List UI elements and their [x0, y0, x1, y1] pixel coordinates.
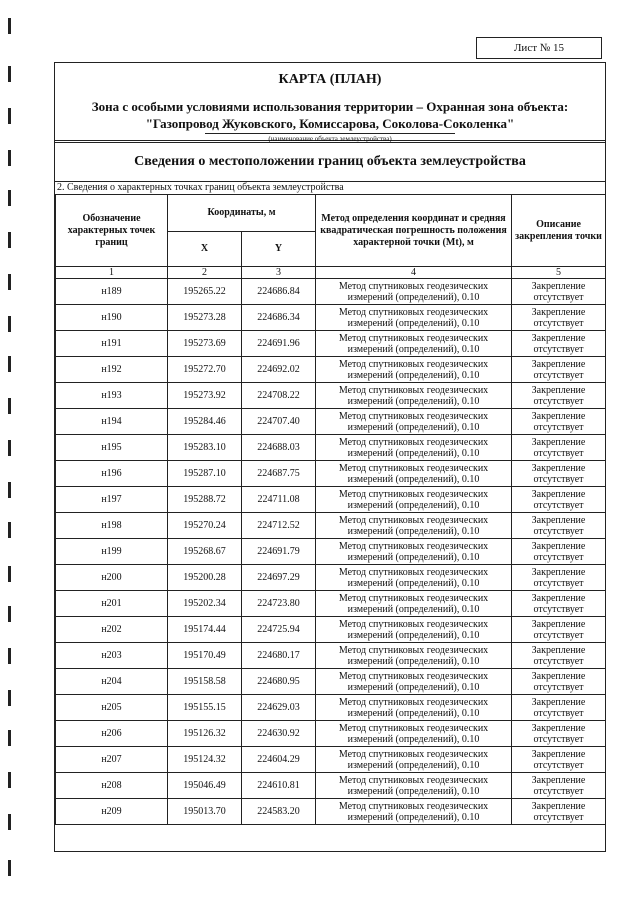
table-row — [56, 487, 606, 513]
column-number: 3 — [242, 267, 316, 279]
column-number: 2 — [168, 267, 242, 279]
cell-point: н196 — [56, 461, 168, 487]
cell-point: н199 — [56, 539, 168, 565]
cell-y: 224604.29 — [242, 747, 316, 773]
cell-method: Метод спутниковых геодезических измерений (определений), 0.10 — [316, 747, 512, 773]
cell-method: Метод спутниковых геодезических измерений (определений), 0.10 — [316, 617, 512, 643]
cell-x: 195124.32 — [168, 747, 242, 773]
points-table — [55, 194, 606, 825]
cell-point: н201 — [56, 591, 168, 617]
cell-method: Метод спутниковых геодезических измерений (определений), 0.10 — [316, 773, 512, 799]
cell-y: 224691.79 — [242, 539, 316, 565]
binding-mark — [8, 190, 11, 206]
binding-mark — [8, 860, 11, 876]
header-coords: Координаты, м — [168, 195, 316, 232]
cell-method: Метод спутниковых геодезических измерений (определений), 0.10 — [316, 539, 512, 565]
table-row — [56, 695, 606, 721]
cell-y: 224707.40 — [242, 409, 316, 435]
cell-y: 224691.96 — [242, 331, 316, 357]
cell-point: н191 — [56, 331, 168, 357]
cell-x: 195155.15 — [168, 695, 242, 721]
cell-point: н198 — [56, 513, 168, 539]
table-row — [56, 435, 606, 461]
table-row — [56, 617, 606, 643]
cell-y: 224687.75 — [242, 461, 316, 487]
cell-x: 195273.92 — [168, 383, 242, 409]
cell-fixing: Закрепление отсутствует — [512, 279, 606, 305]
document-frame — [54, 62, 606, 852]
cell-method: Метод спутниковых геодезических измерений (определений), 0.10 — [316, 513, 512, 539]
cell-x: 195202.34 — [168, 591, 242, 617]
cell-y: 224688.03 — [242, 435, 316, 461]
cell-x: 195265.22 — [168, 279, 242, 305]
table-row — [56, 279, 606, 305]
binding-mark — [8, 440, 11, 456]
table-row — [56, 669, 606, 695]
cell-fixing: Закрепление отсутствует — [512, 305, 606, 331]
cell-point: н195 — [56, 435, 168, 461]
binding-mark — [8, 482, 11, 498]
cell-fixing: Закрепление отсутствует — [512, 669, 606, 695]
cell-x: 195272.70 — [168, 357, 242, 383]
cell-x: 195268.67 — [168, 539, 242, 565]
cell-fixing: Закрепление отсутствует — [512, 409, 606, 435]
cell-y: 224708.22 — [242, 383, 316, 409]
cell-point: н205 — [56, 695, 168, 721]
cell-method: Метод спутниковых геодезических измерений (определений), 0.10 — [316, 643, 512, 669]
cell-x: 195270.24 — [168, 513, 242, 539]
document-header — [55, 63, 605, 141]
binding-mark — [8, 316, 11, 332]
cell-method: Метод спутниковых геодезических измерений (определений), 0.10 — [316, 435, 512, 461]
sheet-number: Лист № 15 — [476, 37, 602, 59]
section-title: Сведения о местоположении границ объекта землеустройства — [55, 142, 605, 182]
cell-fixing: Закрепление отсутствует — [512, 487, 606, 513]
table-row — [56, 331, 606, 357]
header-point: Обозначение характерных точек границ — [56, 195, 168, 267]
cell-y: 224583.20 — [242, 799, 316, 825]
column-number: 4 — [316, 267, 512, 279]
header-x: X — [168, 232, 242, 267]
cell-x: 195284.46 — [168, 409, 242, 435]
table-row — [56, 721, 606, 747]
header-y: Y — [242, 232, 316, 267]
cell-fixing: Закрепление отсутствует — [512, 773, 606, 799]
table-row — [56, 591, 606, 617]
cell-y: 224697.29 — [242, 565, 316, 591]
cell-method: Метод спутниковых геодезических измерений (определений), 0.10 — [316, 721, 512, 747]
header-method: Метод определения координат и средняя квадратическая погрешность положения характерной точки (Mt), м — [316, 195, 512, 267]
cell-method: Метод спутниковых геодезических измерений (определений), 0.10 — [316, 279, 512, 305]
table-row — [56, 773, 606, 799]
cell-fixing: Закрепление отсутствует — [512, 695, 606, 721]
table-row — [56, 539, 606, 565]
cell-point: н202 — [56, 617, 168, 643]
cell-x: 195158.58 — [168, 669, 242, 695]
cell-fixing: Закрепление отсутствует — [512, 721, 606, 747]
cell-x: 195273.69 — [168, 331, 242, 357]
cell-x: 195287.10 — [168, 461, 242, 487]
binding-mark — [8, 648, 11, 664]
cell-y: 224630.92 — [242, 721, 316, 747]
cell-fixing: Закрепление отсутствует — [512, 331, 606, 357]
cell-x: 195013.70 — [168, 799, 242, 825]
column-numbers-row — [56, 267, 606, 279]
cell-method: Метод спутниковых геодезических измерений (определений), 0.10 — [316, 669, 512, 695]
cell-point: н203 — [56, 643, 168, 669]
cell-y: 224680.95 — [242, 669, 316, 695]
cell-y: 224629.03 — [242, 695, 316, 721]
binding-marks — [0, 0, 24, 905]
cell-fixing: Закрепление отсутствует — [512, 591, 606, 617]
binding-mark — [8, 150, 11, 166]
cell-x: 195174.44 — [168, 617, 242, 643]
table-row — [56, 409, 606, 435]
table-row — [56, 747, 606, 773]
binding-mark — [8, 356, 11, 372]
cell-point: н189 — [56, 279, 168, 305]
table-row — [56, 643, 606, 669]
cell-fixing: Закрепление отсутствует — [512, 461, 606, 487]
zone-description — [55, 98, 605, 132]
cell-x: 195170.49 — [168, 643, 242, 669]
cell-y: 224610.81 — [242, 773, 316, 799]
binding-mark — [8, 566, 11, 582]
cell-method: Метод спутниковых геодезических измерений (определений), 0.10 — [316, 357, 512, 383]
cell-point: н200 — [56, 565, 168, 591]
cell-method: Метод спутниковых геодезических измерений (определений), 0.10 — [316, 331, 512, 357]
table-row — [56, 305, 606, 331]
cell-fixing: Закрепление отсутствует — [512, 539, 606, 565]
binding-mark — [8, 730, 11, 746]
cell-fixing: Закрепление отсутствует — [512, 383, 606, 409]
cell-y: 224725.94 — [242, 617, 316, 643]
cell-x: 195046.49 — [168, 773, 242, 799]
cell-fixing: Закрепление отсутствует — [512, 513, 606, 539]
cell-point: н190 — [56, 305, 168, 331]
cell-x: 195273.28 — [168, 305, 242, 331]
cell-y: 224686.84 — [242, 279, 316, 305]
binding-mark — [8, 522, 11, 538]
zone-line-1: Зона с особыми условиями использования территории – Охранная зона объекта: — [91, 99, 569, 114]
cell-method: Метод спутниковых геодезических измерений (определений), 0.10 — [316, 799, 512, 825]
zone-line-2: "Газопровод Жуковского, Комиссарова, Соколова-Соколенка" — [145, 116, 515, 131]
table-row — [56, 461, 606, 487]
column-number: 5 — [512, 267, 606, 279]
cell-x: 195200.28 — [168, 565, 242, 591]
cell-point: н193 — [56, 383, 168, 409]
cell-x: 195126.32 — [168, 721, 242, 747]
cell-point: н208 — [56, 773, 168, 799]
binding-mark — [8, 690, 11, 706]
table-row — [56, 799, 606, 825]
cell-method: Метод спутниковых геодезических измерений (определений), 0.10 — [316, 305, 512, 331]
cell-method: Метод спутниковых геодезических измерений (определений), 0.10 — [316, 383, 512, 409]
cell-point: н192 — [56, 357, 168, 383]
cell-method: Метод спутниковых геодезических измерений (определений), 0.10 — [316, 565, 512, 591]
cell-point: н207 — [56, 747, 168, 773]
cell-point: н204 — [56, 669, 168, 695]
cell-y: 224692.02 — [242, 357, 316, 383]
cell-fixing: Закрепление отсутствует — [512, 565, 606, 591]
cell-point: н194 — [56, 409, 168, 435]
table-row — [56, 383, 606, 409]
cell-fixing: Закрепление отсутствует — [512, 747, 606, 773]
table-row — [56, 357, 606, 383]
binding-mark — [8, 232, 11, 248]
cell-method: Метод спутниковых геодезических измерений (определений), 0.10 — [316, 461, 512, 487]
cell-x: 195288.72 — [168, 487, 242, 513]
cell-fixing: Закрепление отсутствует — [512, 617, 606, 643]
table-row — [56, 565, 606, 591]
cell-fixing: Закрепление отсутствует — [512, 643, 606, 669]
cell-y: 224711.08 — [242, 487, 316, 513]
binding-mark — [8, 274, 11, 290]
binding-mark — [8, 108, 11, 124]
cell-y: 224686.34 — [242, 305, 316, 331]
cell-y: 224712.52 — [242, 513, 316, 539]
cell-fixing: Закрепление отсутствует — [512, 357, 606, 383]
binding-mark — [8, 772, 11, 788]
cell-x: 195283.10 — [168, 435, 242, 461]
binding-mark — [8, 814, 11, 830]
cell-fixing: Закрепление отсутствует — [512, 799, 606, 825]
cell-point: н209 — [56, 799, 168, 825]
binding-mark — [8, 398, 11, 414]
cell-point: н197 — [56, 487, 168, 513]
table-row — [56, 513, 606, 539]
object-name-hint: (наименование объекта землеустройства) — [205, 133, 455, 143]
cell-method: Метод спутниковых геодезических измерений (определений), 0.10 — [316, 591, 512, 617]
cell-point: н206 — [56, 721, 168, 747]
header-fixing: Описание закрепления точки — [512, 195, 606, 267]
column-number: 1 — [56, 267, 168, 279]
binding-mark — [8, 18, 11, 34]
cell-method: Метод спутниковых геодезических измерений (определений), 0.10 — [316, 409, 512, 435]
cell-y: 224723.80 — [242, 591, 316, 617]
document-title: КАРТА (ПЛАН) — [278, 72, 382, 87]
cell-method: Метод спутниковых геодезических измерений (определений), 0.10 — [316, 695, 512, 721]
binding-mark — [8, 606, 11, 622]
cell-method: Метод спутниковых геодезических измерений (определений), 0.10 — [316, 487, 512, 513]
binding-mark — [8, 66, 11, 82]
subsection-caption: 2. Сведения о характерных точках границ объекта землеустройства — [57, 182, 344, 193]
cell-y: 224680.17 — [242, 643, 316, 669]
cell-fixing: Закрепление отсутствует — [512, 435, 606, 461]
